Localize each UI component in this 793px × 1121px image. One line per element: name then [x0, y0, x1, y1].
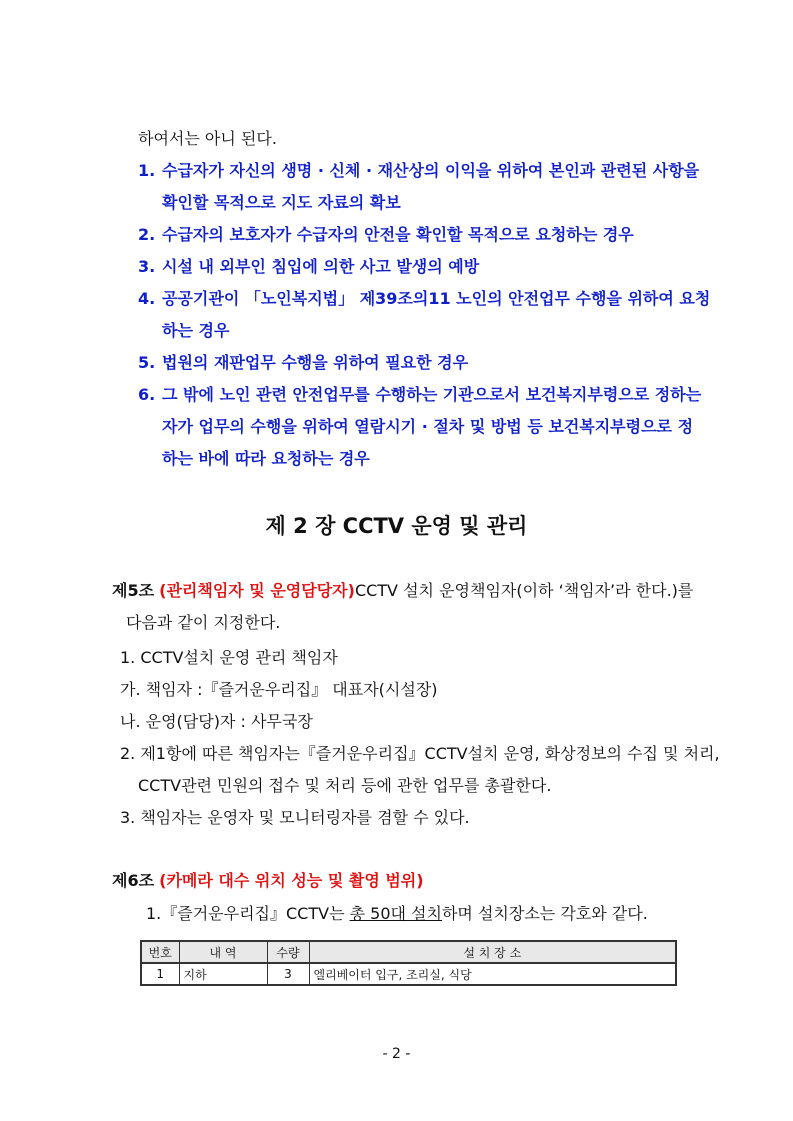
- list-item-3-line-1: 시설 내 외부인 침입에 의한 사고 발생의 예방: [162, 257, 480, 276]
- list-item-6-line-2: [162, 416, 694, 438]
- table-header-number: 번호: [141, 941, 179, 963]
- list-item-4-line-1-text: 공공기관이 「노인복지법」 제39조의11 노인의 안전업무 수행을 위하여 요청: [162, 289, 711, 308]
- article-6-line-1: [146, 903, 648, 925]
- table-cell-quantity: 3: [267, 963, 309, 985]
- page-number: - 2 -: [382, 1046, 411, 1062]
- table-header-row: [141, 941, 676, 963]
- list-item-4-line-1: [162, 288, 711, 310]
- article-5-item-2-line-1-text: 2. 제1항에 따른 책임자는『즐거운우리집』CCTV설치 운영, 화상정보의 수집 및 처리,: [120, 744, 720, 763]
- article-6-number: 제6조: [112, 871, 155, 890]
- list-item-1-line-1: [162, 160, 700, 182]
- list-item-1-line-2: 확인할 목적으로 지도 자료의 확보: [162, 193, 401, 212]
- article-6-line-1-post: 하며 설치장소는 각호와 같다.: [441, 904, 648, 923]
- list-item-6-line-3: 하는 바에 따라 요청하는 경우: [162, 449, 370, 468]
- article-6-line-1-underlined: 총 50대 설치: [349, 904, 442, 923]
- table-header-item: 내 역: [179, 941, 267, 963]
- list-item-3-num: 3.: [138, 257, 156, 276]
- list-item-1-num: 1.: [138, 161, 156, 180]
- list-item-4-line-2: 하는 경우: [162, 321, 230, 340]
- list-item-2-line-1: 수급자의 보호자가 수급자의 안전을 확인할 목적으로 요청하는 경우: [162, 225, 634, 244]
- article-6-line-1-pre: 1.『즐거운우리집』CCTV는: [146, 904, 350, 923]
- article-5-item-2-line-1: [120, 743, 720, 765]
- list-item-1-line-1-text: 수급자가 자신의 생명 · 신체 · 재산상의 이익을 위하여 본인과 관련된 사항을: [162, 161, 700, 180]
- intro-line: 하여서는 아니 된다.: [138, 129, 277, 148]
- list-item-6-line-1-text: 그 밖에 노인 관련 안전업무를 수행하는 기관으로서 보건복지부령으로 정하는: [162, 385, 702, 404]
- article-5-title: (관리책임자 및 운영담당자): [159, 581, 355, 600]
- article-5-line-2: 다음과 같이 지정한다.: [126, 613, 281, 632]
- article-5-heading: [112, 580, 694, 602]
- list-item-5-line-1: 법원의 재판업무 수행을 위하여 필요한 경우: [162, 353, 469, 372]
- table-cell-number: 1: [141, 963, 179, 985]
- table-cell-item: 지하: [179, 963, 267, 985]
- article-5-line-1-rest: CCTV 설치 운영책임자(이하 ‘책임자’라 한다.)를: [354, 581, 694, 600]
- chapter-title: 제 2 장 CCTV 운영 및 관리: [265, 514, 528, 538]
- article-5-item-1: 1. CCTV설치 운영 관리 책임자: [120, 648, 338, 667]
- article-5-item-1b: 나. 운영(담당)자 : 사무국장: [120, 712, 313, 731]
- list-item-4-num: 4.: [138, 289, 156, 308]
- article-5-number: 제5조: [112, 581, 155, 600]
- article-5-item-1a: 가. 책임자 :『즐거운우리집』 대표자(시설장): [120, 680, 438, 699]
- list-item-6-line-2-text: 자가 업무의 수행을 위하여 열람시기 · 절차 및 방법 등 보건복지부령으로 정: [162, 417, 694, 436]
- list-item-5-num: 5.: [138, 353, 156, 372]
- table-header-location: 설 치 장 소: [309, 941, 676, 963]
- article-5-item-2-line-2: CCTV관련 민원의 접수 및 처리 등에 관한 업무를 총괄한다.: [138, 776, 552, 795]
- article-6-title: (카메라 대수 위치 성능 및 촬영 범위): [159, 871, 424, 890]
- table-header-quantity: 수량: [267, 941, 309, 963]
- table-row: [141, 963, 676, 985]
- installation-table: [140, 940, 677, 986]
- list-item-6-line-1: [162, 384, 702, 406]
- table-cell-location: 엘리베이터 입구, 조리실, 식당: [309, 963, 676, 985]
- list-item-2-num: 2.: [138, 225, 156, 244]
- article-5-item-3: 3. 책임자는 운영자 및 모니터링자를 겸할 수 있다.: [120, 808, 470, 827]
- article-6-heading: [112, 870, 424, 892]
- list-item-6-num: 6.: [138, 385, 156, 404]
